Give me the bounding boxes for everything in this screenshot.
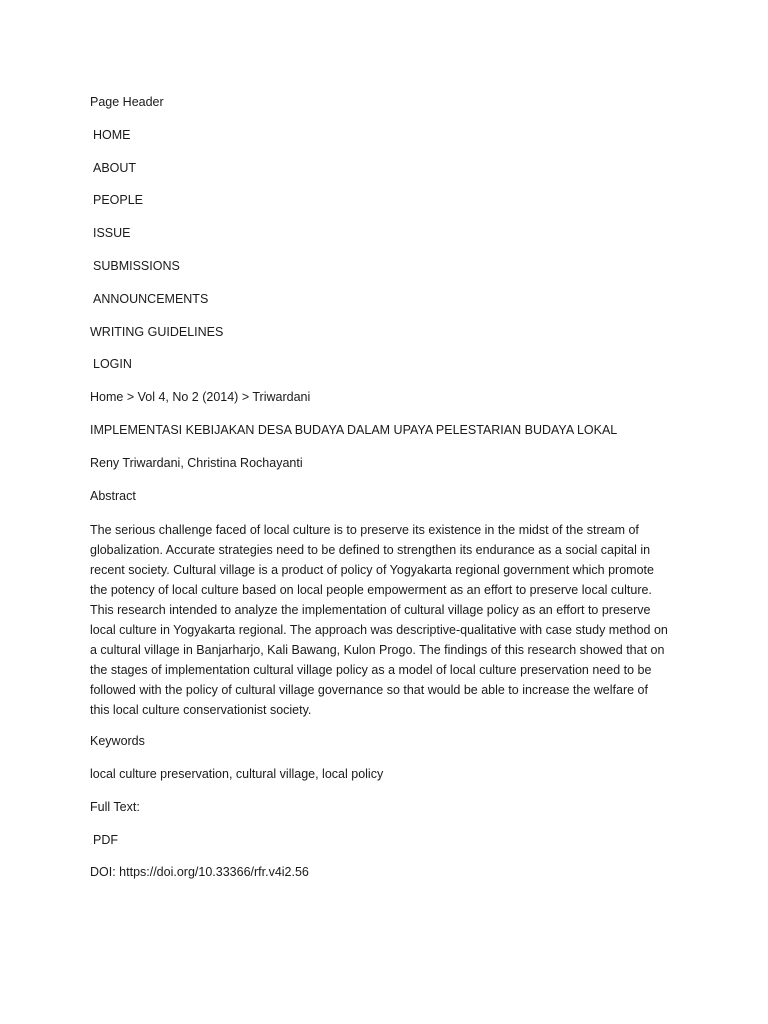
nav-about-link[interactable]: ABOUT (93, 161, 137, 175)
doi-link[interactable]: DOI: https://doi.org/10.33366/rfr.v4i2.56 (90, 865, 309, 879)
article-title: IMPLEMENTASI KEBIJAKAN DESA BUDAYA DALAM UPAYA PELESTARIAN BUDAYA LOKAL (90, 423, 618, 437)
fulltext-label: Full Text: (90, 800, 140, 814)
nav-submissions-link[interactable]: SUBMISSIONS (93, 259, 180, 273)
abstract-text: The serious challenge faced of local culture is to preserve its existence in the midst of the stream of globalization. Accurate strategies need to be defined to strengthen its endurance as a social capital in recent society. Cultural village is a product of policy of Yogyakarta regional government which promote the potency of local culture based on local people empowerment as an effort to preserve local culture. This research intended to analyze the implementation of cultural village policy as an effort to preserve local culture in Yogyakarta regional. The approach was descriptive-qualitative with case study method on a cultural village in Banjarharjo, Kali Bawang, Kulon Progo. The findings of this research showed that on the stages of implementation cultural village policy as a model of local culture preservation need to be followed with the policy of cultural village governance so that would be able to increase the welfare of this local culture conservationist society. (90, 523, 668, 717)
nav-login-link[interactable]: LOGIN (93, 357, 132, 371)
page-header-text: Page Header (90, 95, 164, 109)
nav-announcements-link[interactable]: ANNOUNCEMENTS (93, 292, 209, 306)
keywords-list: local culture preservation, cultural village, local policy (90, 767, 384, 781)
nav-issue-link[interactable]: ISSUE (93, 226, 131, 240)
pdf-link[interactable]: PDF (93, 833, 118, 847)
abstract-heading: Abstract (90, 489, 136, 503)
nav-writing-guidelines-link[interactable]: WRITING GUIDELINES (90, 325, 224, 339)
nav-home-link[interactable]: HOME (93, 128, 131, 142)
nav-people-link[interactable]: PEOPLE (93, 193, 144, 207)
keywords-heading: Keywords (90, 734, 145, 748)
breadcrumb[interactable]: Home > Vol 4, No 2 (2014) > Triwardani (90, 390, 311, 404)
article-authors: Reny Triwardani, Christina Rochayanti (90, 456, 303, 470)
